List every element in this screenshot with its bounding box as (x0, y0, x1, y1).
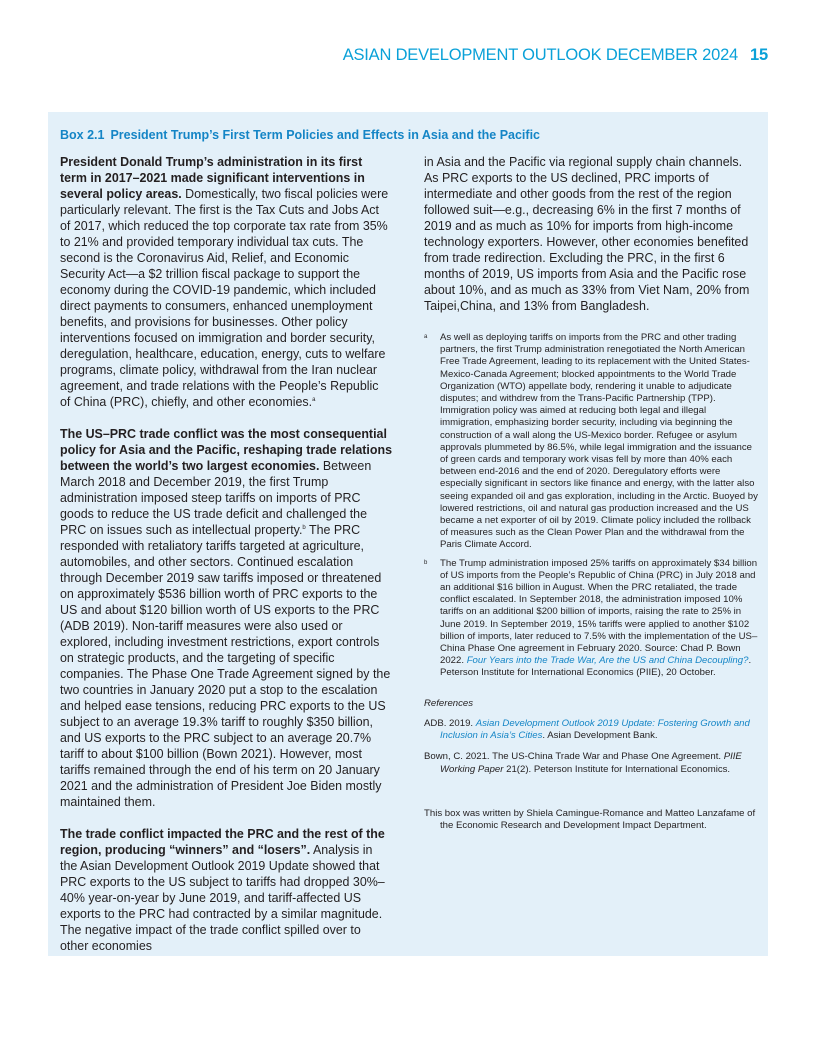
reference-prefix: Bown, C. 2021. The US-China Trade War and Phase One Agreement. (424, 751, 724, 763)
paragraph-winners-losers (60, 826, 392, 954)
box-title (60, 128, 540, 142)
paragraph-continuation: in Asia and the Pacific via regional supply chain channels. As PRC exports to the US declined, PRC imports of intermediate and other goods from the rest of the region followed suit—e.g., decreasing 6% in the first 7 months of 2019 and as much as 10% for imports from high-income technology exporters. However, other economies benefited from trade redirection. Excluding the PRC, in the first 6 months of 2019, US imports from Asia and the Pacific rose about 10%, and as much as 33% from Viet Nam, 20% from Taipei,China, and 13% from Bangladesh. (424, 155, 750, 313)
footnotes (424, 332, 758, 680)
reference-bown-2021 (424, 751, 758, 775)
footnote-text: As well as deploying tariffs on imports from the PRC and other trading partners, the first Trump administration renegotiated the North American Free Trade Agreement, leading to its replacement with the United States-Mexico-Canada Agreement; blocked appointments to the World Trade Organization (WTO) appellate body, rendering it unable to adjudicate disputes; and withdrew from the Trans-Pacific Partnership (TPP). Immigration policy was aimed at reducing both legal and illegal immigration, emphasizing border security, including via beginning the construction of a wall along the US-Mexico border. Refugee or asylum approvals plummeted by 86.5%, while legal immigration and the issuance of green cards and temporary work visas fell by more than 40% each between end-2016 and the end of 2020. Deregulatory efforts were especially significant in sectors like finance and energy, with the latter also seeing expanded oil and gas exploration, including in the Arctic. Buoyed by lowered restrictions, oil and natural gas production increased and the US became a net exporter of oil by 2019. Climate policy included the rollback of measures such as the Clean Power Plan and the withdrawal from the Paris Climate Accord. (440, 332, 758, 551)
footnote-b (424, 558, 758, 680)
paragraph-lead: The trade conflict impacted the PRC and the rest of the region, producing “winners” and “losers”. (60, 827, 385, 857)
footnote-marker: a (424, 334, 428, 340)
paragraph-body: Between March 2018 and December 2019, the first Trump administration imposed steep tariffs on imports of PRC goods to reduce the US trade deficit and challenged the PRC on issues such as intellectual property. (60, 459, 372, 537)
footnote-a (424, 332, 758, 552)
paragraph-body: The PRC responded with retaliatory tariffs targeted at agriculture, automobiles, and other sectors. Continued escalation through December 2019 saw tariffs imposed or threatened on approximately $536 billion worth of PRC exports to the US and about $120 billion worth of US exports to the PRC (ADB 2019). Non-tariff measures were also used or explored, including investment restrictions, export controls on strategic products, and the targeting of specific companies. The Phase One Trade Agreement signed by the two countries in January 2020 put a stop to the escalation and helped ease tensions, reducing PRC exports to the US subject to an average 19.3% tariff to roughly $350 billion, and US exports to the PRC subject to an average 20.7% tariff to about $100 billion (Bown 2021). However, most tariffs remained through the end of his term on 20 January 2021 and the administration of President Joe Biden mostly maintained them. (60, 523, 391, 809)
footnote-text-end: . Peterson Institute for International Economics (PIIE), 20 October. (440, 655, 752, 679)
page-number: 15 (750, 46, 768, 64)
publication-title: ASIAN DEVELOPMENT OUTLOOK DECEMBER 2024 (342, 46, 739, 64)
references-heading: References (424, 697, 474, 709)
reference-publisher: . Asian Development Bank. (542, 730, 658, 742)
box-label: Box 2.1 (60, 128, 105, 142)
reference-prefix: ADB. 2019. (424, 717, 476, 729)
paragraph-trade-conflict (60, 426, 392, 810)
footnote-marker: b (424, 559, 428, 566)
box-title-text: President Trump’s First Term Policies and Effects in Asia and the Pacific (110, 128, 540, 142)
reference-adb-2019 (424, 718, 758, 742)
reference-series: PIIE Working Paper (440, 751, 742, 775)
box-2-1 (48, 112, 768, 956)
references (424, 698, 758, 776)
right-column (424, 154, 758, 832)
paragraph-policy-areas (60, 154, 392, 410)
running-header (343, 46, 768, 65)
paragraph-lead: The US–PRC trade conflict was the most consequential policy for Asia and the Pacific, reshaping trade relations between the world’s two largest economies. (60, 427, 392, 473)
paragraph-body: Domestically, two fiscal policies were particularly relevant. The first is the Tax Cuts and Jobs Act of 2017, which reduced the top corporate tax rate from 35% to 21% and provided temporary individual tax cuts. The second is the Coronavirus Aid, Relief, and Economic Security Act—a $2 trillion fiscal package to support the economy during the COVID-19 pandemic, which included direct payments to consumers, enhanced unemployment benefits, and provisions for businesses. Other policy interventions focused on immigration and border security, deregulation, healthcare, education, energy, cuts to welfare programs, climate policy, withdrawal from the Iran nuclear agreement, and trade relations with the People’s Republic of China (PRC), chiefly, and other economies. (60, 187, 389, 409)
footnote-ref-a[interactable]: a (312, 397, 316, 403)
reference-link[interactable]: Asian Development Outlook 2019 Update: Fostering Growth and Inclusion in Asia’s Cities (440, 717, 750, 742)
footnote-ref-b[interactable]: b (302, 525, 306, 531)
left-column (60, 154, 392, 970)
box-credit: This box was written by Shiela Camingue-Romance and Matteo Lanzafame of the Economic Research and Development Impact Department. (424, 807, 756, 831)
footnote-text: The Trump administration imposed 25% tariffs on approximately $34 billion of US imports from the People’s Republic of China (PRC) in July 2018 and an additional $16 billion in August. When the PRC retaliated, the trade conflict escalated. In September 2018, the administration imposed 10% tariffs on an additional $200 billion of imports, raising the rate to 25% in June 2019. In September 2019, 15% tariffs were applied to another $102 billion of imports, later reduced to 7.5% with the implementation of the US–China Phase One agreement in February 2020. Source: Chad P. Bown 2022. (440, 557, 758, 667)
reference-publisher: 21(2). Peterson Institute for International Economics. (503, 763, 731, 775)
footnote-source-link[interactable]: Four Years into the Trade War, Are the US and China Decoupling? (466, 655, 749, 667)
paragraph-body: Analysis in the Asian Development Outlook 2019 Update showed that PRC exports to the US subject to tariffs had dropped 30%–40% year-on-year by June 2019, and tariff-affected US exports to the PRC had contracted by a similar magnitude. The negative impact of the trade conflict spilled over to other economies (60, 843, 385, 953)
paragraph-lead: President Donald Trump’s administration in its first term in 2017–2021 made significant interventions in several policy areas. (60, 155, 365, 201)
